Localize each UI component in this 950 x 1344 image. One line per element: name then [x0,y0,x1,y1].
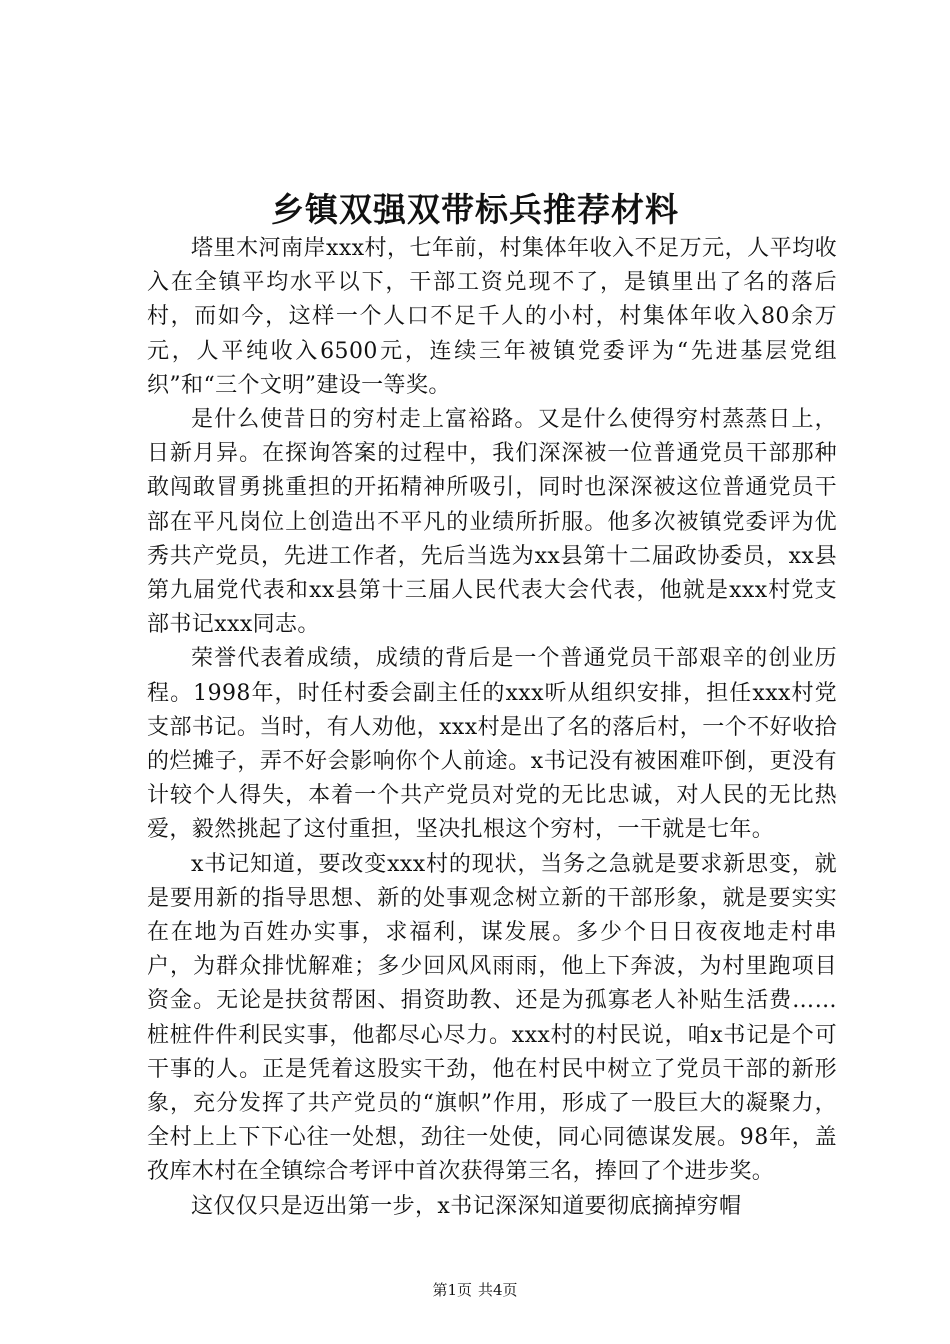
page-footer [0,1280,950,1300]
page-number: 第1页 [432,1281,472,1299]
paragraph-2: 是什么使昔日的穷村走上富裕路。又是什么使得穷村蒸蒸日上，日新月异。在探询答案的过程中，我们深深被一位普通党员干部那种敢闯敢冒勇挑重担的开拓精神所吸引，同时也深深被这位普通党员干部在平凡岗位上创造出不平凡的业绩所折服。他多次被镇党委评为优秀共产党员，先进工作者，先后当选为xx县第十二届政协委员，xx县第九届党代表和xx县第十三届人民代表大会代表，他就是xxx村党支部书记xxx同志。 [147,407,837,638]
paragraph-3: 荣誉代表着成绩，成绩的背后是一个普通党员干部艰辛的创业历程。1998年，时任村委会副主任的xxx听从组织安排，担任xxx村党支部书记。当时，有人劝他，xxx村是出了名的落后村，一个不好收拾的烂摊子，弄不好会影响你个人前途。x书记没有被困难吓倒，更没有计较个人得失，本着一个共产党员对党的无比忠诚，对人民的无比热爱，毅然挑起了这付重担，坚决扎根这个穷村，一干就是七年。 [147,646,837,843]
document-title: 乡镇双强双带标兵推荐材料 [271,190,679,229]
page-total: 共4页 [478,1281,518,1299]
paragraph-5: 这仅仅只是迈出第一步，x书记深深知道要彻底摘掉穷帽 [191,1193,742,1219]
paragraph-1: 塔里木河南岸xxx村，七年前，村集体年收入不足万元，人平均收入在全镇平均水平以下，干部工资兑现不了，是镇里出了名的落后村，而如今，这样一个人口不足千人的小村，村集体年收入80余万元，人平纯收入6500元，连续三年被镇党委评为“先进基层党组织”和“三个文明”建设一等奖。 [147,236,837,398]
document-body [147,232,837,1224]
paragraph-4: x书记知道，要改变xxx村的现状，当务之急就是要求新思变，就是要用新的指导思想、新的处事观念树立新的干部形象，就是要实实在在地为百姓办实事，求福利，谋发展。多少个日日夜夜地走村串户，为群众排忧解难；多少回风风雨雨，他上下奔波，为村里跑项目资金。无论是扶贫帮困、捐资助教、还是为孤寡老人补贴生活费……桩桩件件利民实事，他都尽心尽力。xxx村的村民说，咱x书记是个可干事的人。正是凭着这股实干劲，他在村民中树立了党员干部的新形象，充分发挥了共产党员的“旗帜”作用，形成了一股巨大的凝聚力，全村上上下下心往一处想，劲往一处使，同心同德谋发展。98年，盖孜库木村在全镇综合考评中首次获得第三名，捧回了个进步奖。 [147,851,837,1185]
